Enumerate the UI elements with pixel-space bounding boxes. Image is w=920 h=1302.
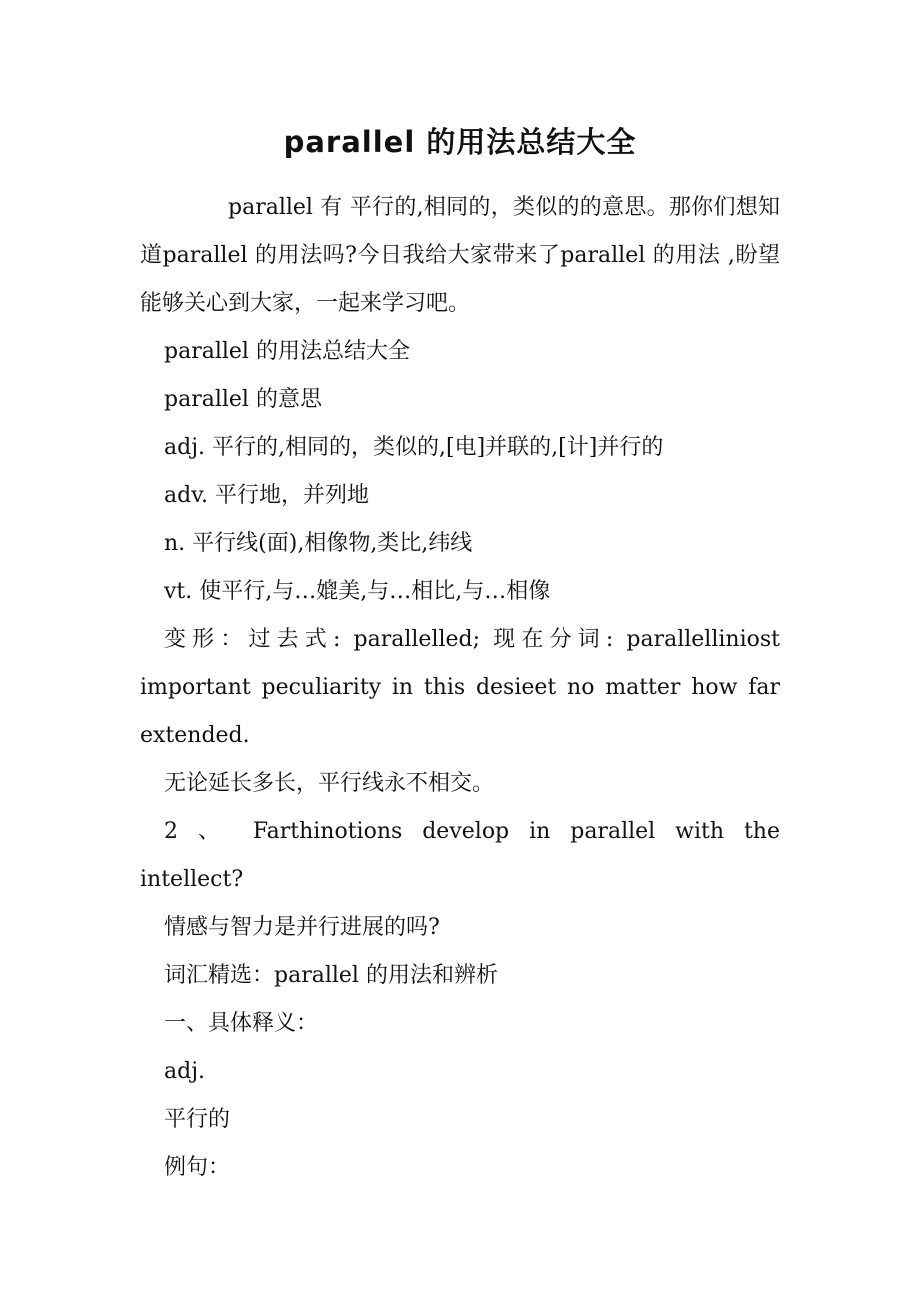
part-of-speech-adj: adj. (164, 1059, 206, 1084)
definition-adv: adv. 平行地，并列地 (164, 483, 370, 508)
vocabulary-heading: 词汇精选：parallel 的用法和辨析 (164, 963, 498, 988)
example-1-translation: 无论延长多长，平行线永不相交。 (164, 771, 495, 796)
meaning-heading: parallel 的意思 (164, 387, 322, 412)
intro-paragraph: parallel 有 平行的,相同的，类似的的意思。那你们想知道parallel 的用法吗?今日我给大家带来了parallel 的用法 ,盼望能够关心到大家，一起来学习吧。 (140, 195, 780, 316)
section-heading: parallel 的用法总结大全 (164, 339, 410, 364)
example-2: 2 、 Farthinotions develop in parallel with the intellect? (140, 819, 780, 892)
detailed-meaning-heading: 一、具体释义： (164, 1011, 319, 1036)
definition-adj: adj. 平行的,相同的，类似的,[电]并联的,[计]并行的 (164, 435, 664, 460)
example-sentences-label: 例句： (164, 1155, 231, 1180)
document-body (140, 184, 780, 1192)
definition-noun: n. 平行线(面),相像物,类比,纬线 (164, 531, 473, 556)
meaning-parallel: 平行的 (164, 1107, 231, 1132)
definition-verb: vt. 使平行,与…媲美,与…相比,与…相像 (164, 579, 551, 604)
inflection-and-example-1: 变形：过去式: parallelled; 现在分词: parallelliniost important peculiarity in this desieet no matter how far extended. (140, 627, 780, 748)
example-2-translation: 情感与智力是并行进展的吗? (164, 915, 440, 940)
document-title: parallel 的用法总结大全 (283, 125, 637, 159)
